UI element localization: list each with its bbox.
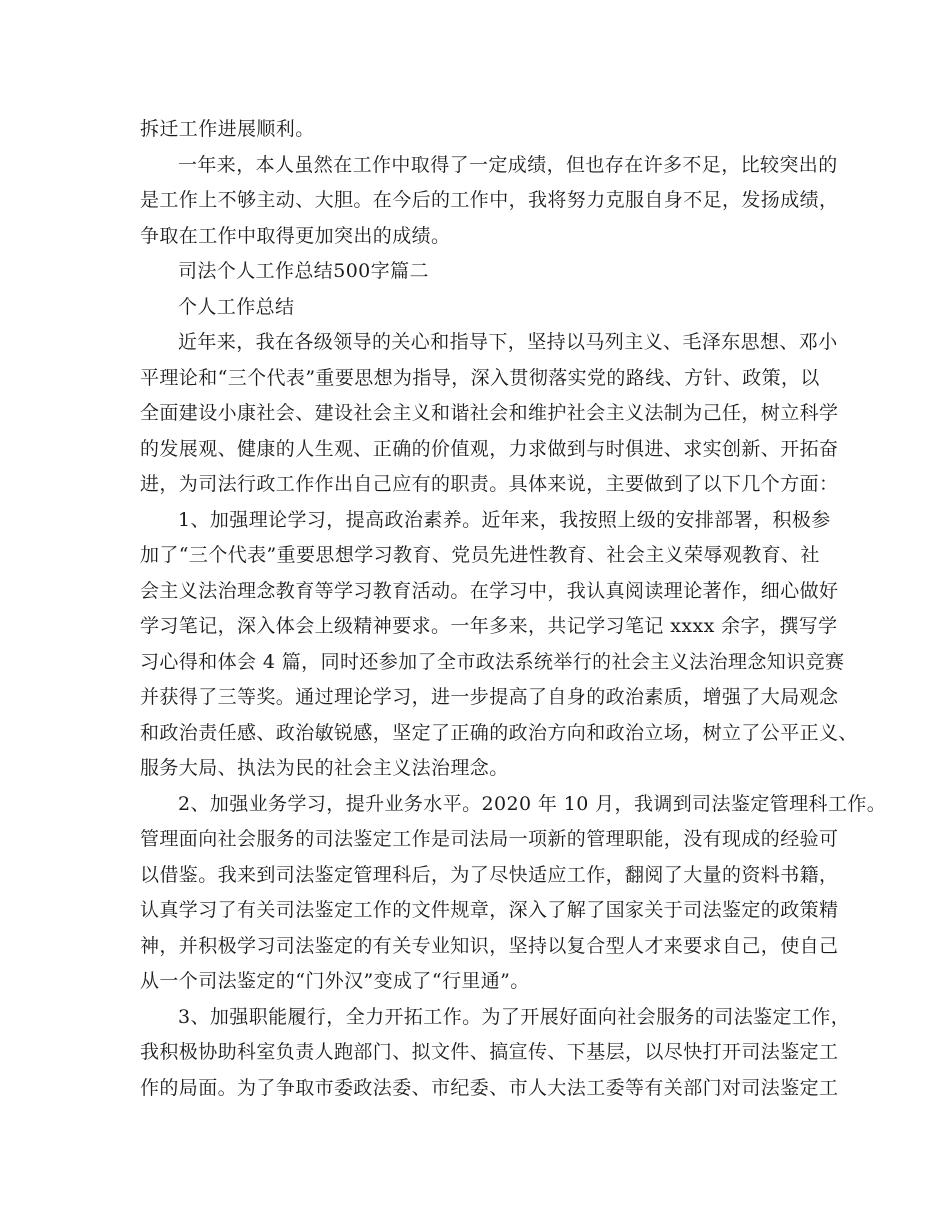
text-line: 神，并积极学习司法鉴定的有关专业知识，坚持以复合型人才来要求自己，使自己 [140, 934, 839, 957]
text-line: 习心得和体会 4 篇，同时还参加了全市政法系统举行的社会主义法治理念知识竞赛 [140, 650, 845, 673]
text-line: 以借鉴。我来到司法鉴定管理科后，为了尽快适应工作，翻阅了大量的资料书籍， [140, 863, 839, 886]
text-line: 和政治责任感、政治敏锐感，坚定了正确的政治方向和政治立场，树立了公平正义、 [140, 721, 858, 744]
text-line: 作的局面。为了争取市委政法委、市纪委、市人大法工委等有关部门对司法鉴定工 [140, 1076, 839, 1099]
text-line: 我积极协助科室负责人跑部门、拟文件、搞宣传、下基层，以尽快打开司法鉴定工 [140, 1041, 839, 1063]
text-line: 认真学习了有关司法鉴定工作的文件规章，深入了解了国家关于司法鉴定的政策精 [140, 899, 839, 921]
text-line: 司法个人工作总结500字篇二 [178, 260, 429, 282]
text-line: 服务大局、执法为民的社会主义法治理念。 [140, 757, 509, 779]
text-line: 个人工作总结 [178, 295, 295, 318]
text-line: 是工作上不够主动、大胆。在今后的工作中，我将努力克服自身不足，发扬成绩， [140, 189, 839, 211]
text-line: 平理论和“三个代表”重要思想为指导，深入贯彻落实党的路线、方针、政策，以 [140, 366, 820, 389]
text-line: 争取在工作中取得更加突出的成绩。 [140, 224, 451, 247]
text-line: 会主义法治理念教育等学习教育活动。在学习中，我认真阅读理论著作，细心做好 [140, 579, 839, 602]
text-line: 2、加强业务学习，提升业务水平。2020 年 10 月，我调到司法鉴定管理科工作。 [178, 792, 887, 815]
document-body [140, 112, 887, 1106]
text-line: 加了“三个代表”重要思想学习教育、党员先进性教育、社会主义荣辱观教育、社 [140, 544, 820, 566]
text-line: 拆迁工作进展顺利。 [140, 118, 315, 140]
text-line: 全面建设小康社会、建设社会主义和谐社会和维护社会主义法制为己任，树立科学 [140, 402, 839, 424]
text-line: 一年来，本人虽然在工作中取得了一定成绩，但也存在许多不足，比较突出的 [178, 153, 838, 176]
text-line: 管理面向社会服务的司法鉴定工作是司法局一项新的管理职能，没有现成的经验可 [140, 828, 839, 850]
text-line: 并获得了三等奖。通过理论学习，进一步提高了自身的政治素质，增强了大局观念 [140, 686, 839, 708]
text-line: 学习笔记，深入体会上级精神要求。一年多来，共记学习笔记 xxxx 余字，撰写学 [140, 615, 838, 637]
text-line: 近年来，我在各级领导的关心和指导下，坚持以马列主义、毛泽东思想、邓小 [178, 331, 838, 353]
text-line: 1、加强理论学习，提高政治素养。近年来，我按照上级的安排部署，积极参 [178, 508, 831, 531]
text-line: 从一个司法鉴定的“门外汉”变成了“行里通”。 [140, 970, 530, 992]
text-line: 3、加强职能履行，全力开拓工作。为了开展好面向社会服务的司法鉴定工作， [178, 1005, 851, 1028]
text-line: 进，为司法行政工作作出自己应有的职责。具体来说，主要做到了以下几个方面： [140, 473, 839, 495]
text-line: 的发展观、健康的人生观、正确的价值观，力求做到与时俱进、求实创新、开拓奋 [140, 437, 839, 460]
